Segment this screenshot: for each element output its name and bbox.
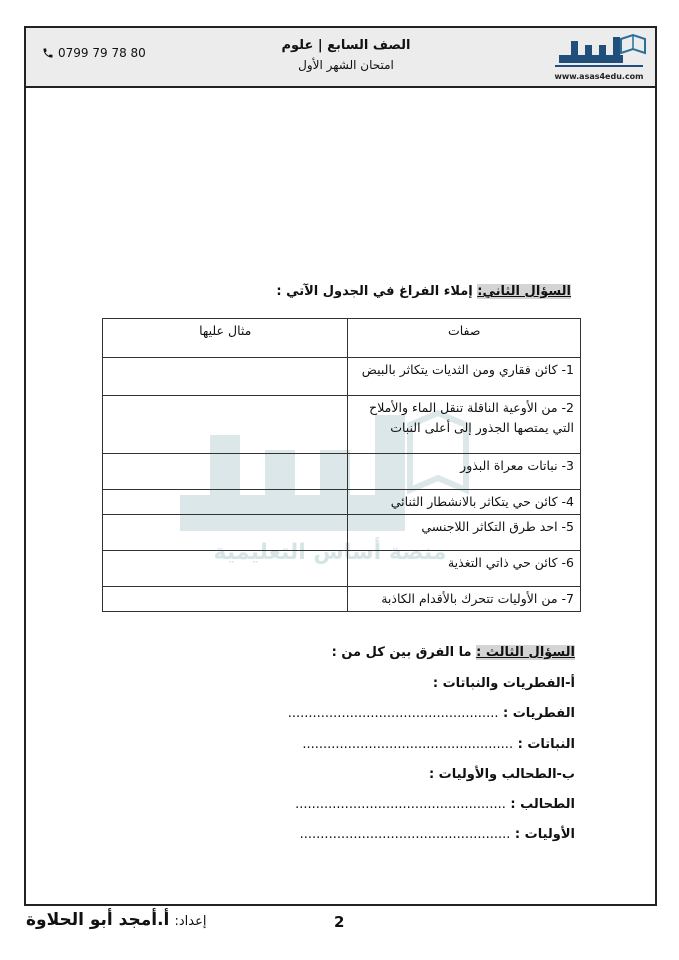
phone-icon xyxy=(42,47,54,59)
plants-answer-line xyxy=(302,737,575,752)
question-3-heading xyxy=(332,645,575,660)
plants-answer-blank[interactable]: ................................................... xyxy=(302,737,514,752)
protists-answer-blank[interactable]: ................................................... xyxy=(299,827,511,842)
fungi-answer-line xyxy=(288,706,575,721)
trait-cell: 2- من الأوعية الناقلة تنقل الماء والأملاح التي يمتصها الجذور إلى أعلى النبات xyxy=(348,396,581,454)
author-name: أ.أمجد أبو الحلاوة xyxy=(26,910,170,930)
table-row xyxy=(103,358,581,396)
col-header-example: مثال عليها xyxy=(103,319,348,358)
logo-mark-icon xyxy=(551,33,647,71)
question-3-text: ما الفرق بين كل من : xyxy=(331,645,477,660)
example-cell[interactable] xyxy=(103,396,348,454)
prepared-by-label: إعداد: xyxy=(174,914,207,929)
question-3-label: السؤال الثالث : xyxy=(476,645,575,660)
table-row xyxy=(103,587,581,612)
page-header xyxy=(26,28,655,88)
plants-label: النباتات : xyxy=(517,737,575,752)
fungi-label: الفطريات : xyxy=(503,706,575,721)
phone-text: 0799 79 78 80 xyxy=(58,46,146,60)
example-cell[interactable] xyxy=(103,551,348,587)
example-cell[interactable] xyxy=(103,587,348,612)
col-header-traits: صفات xyxy=(348,319,581,358)
part-a-heading: أ-الفطريات والنباتات : xyxy=(432,676,575,691)
trait-cell: 6- كائن حي ذاتي التغذية xyxy=(348,551,581,587)
fungi-answer-blank[interactable]: ................................................... xyxy=(287,706,499,721)
logo-url: www.asas4edu.com xyxy=(554,72,644,81)
asas-logo xyxy=(551,33,647,81)
trait-cell: 4- كائن حي يتكاثر بالانشطار الثنائي xyxy=(348,490,581,515)
example-cell[interactable] xyxy=(103,490,348,515)
trait-cell: 3- نباتات معراة البذور xyxy=(348,454,581,490)
table-row xyxy=(103,551,581,587)
algae-answer-blank[interactable]: ................................................... xyxy=(295,797,506,812)
protists-label: الأوليات : xyxy=(514,827,575,842)
question-2-heading xyxy=(276,284,571,299)
table-row xyxy=(103,396,581,454)
part-b-heading: ب-الطحالب والأوليات : xyxy=(428,767,575,782)
exam-title-block xyxy=(246,38,446,72)
trait-cell: 5- احد طرق التكاثر اللاجنسي xyxy=(348,515,581,551)
example-cell[interactable] xyxy=(103,358,348,396)
footer-author xyxy=(26,910,206,930)
table-row xyxy=(103,490,581,515)
exam-title: الصف السابع | علوم xyxy=(281,38,411,53)
question-2-text: إملاء الفراغ في الجدول الآتي : xyxy=(276,284,478,299)
algae-answer-line xyxy=(295,797,575,812)
table-row xyxy=(103,454,581,490)
fill-in-table xyxy=(102,318,581,612)
trait-cell: 7- من الأوليات تتحرك بالأقدام الكاذبة xyxy=(348,587,581,612)
watermark-text: منصة أساس التعليمية xyxy=(213,540,447,565)
phone-number xyxy=(42,46,146,60)
table-header-row xyxy=(103,319,581,358)
example-cell[interactable] xyxy=(103,515,348,551)
trait-cell: 1- كائن فقاري ومن الثديات يتكاثر بالبيض xyxy=(348,358,581,396)
question-2-label: السؤال الثاني: xyxy=(477,284,571,299)
table-row xyxy=(103,515,581,551)
exam-subtitle: امتحان الشهر الأول xyxy=(298,58,394,72)
example-cell[interactable] xyxy=(103,454,348,490)
algae-label: الطحالب : xyxy=(510,797,575,812)
page-number: 2 xyxy=(334,913,345,931)
protists-answer-line xyxy=(300,827,575,842)
